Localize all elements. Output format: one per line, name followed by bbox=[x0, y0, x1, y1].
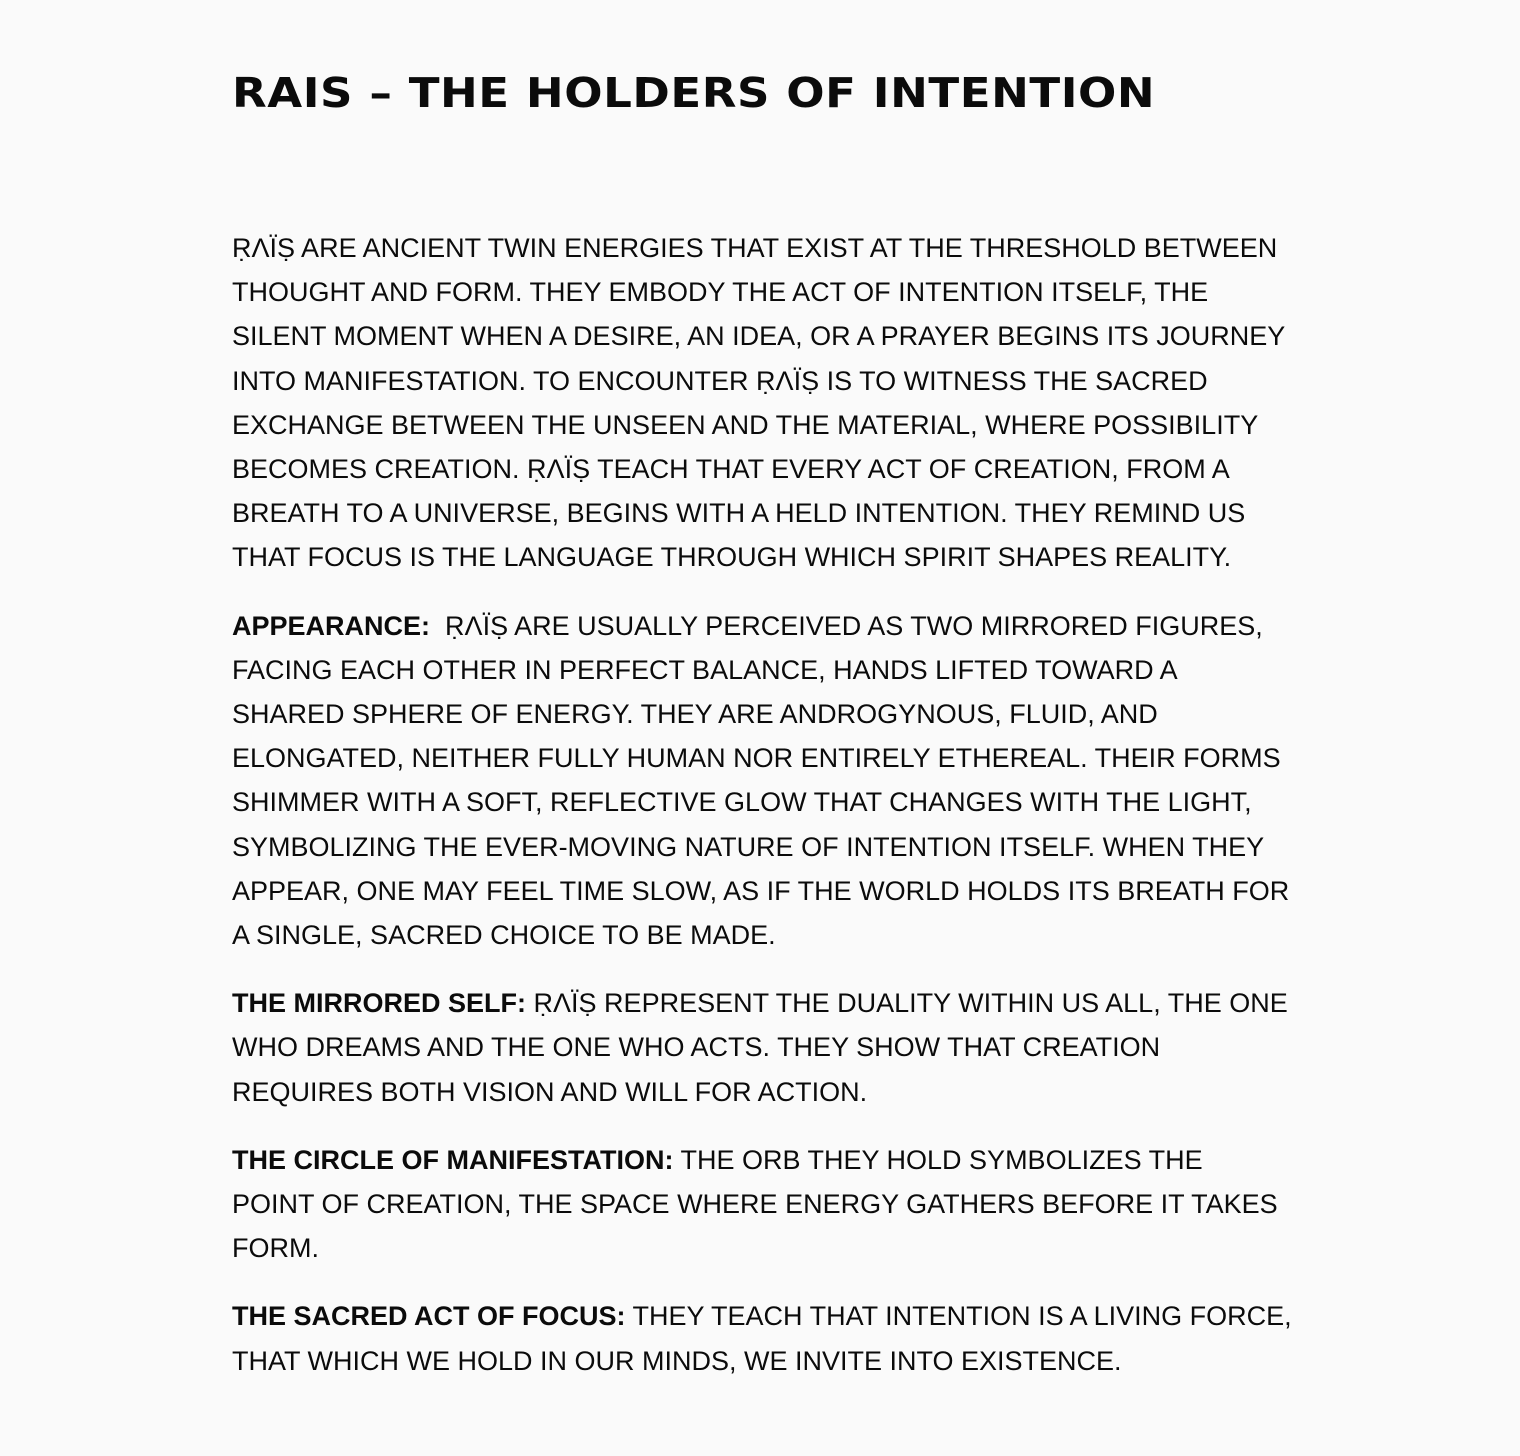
paragraph-label: THE MIRRORED SELF: bbox=[232, 988, 526, 1019]
paragraph-text: ṚΛÏṢ ARE USUALLY PERCEIVED AS TWO MIRRORED FIGURES, FACING EACH OTHER IN PERFECT BALANCE, HANDS LIFTED TOWARD A SHARED SPHERE OF ENERGY. THEY ARE ANDROGYNOUS, FLUID, AND ELONGATED, NEITHER FULLY HUMAN NOR ENTIRELY ETHEREAL. THEIR FORMS SHIMMER WITH A SOFT, REFLECTIVE GLOW THAT CHANGES WITH THE LIGHT, SYMBOLIZING THE EVER-MOVING NATURE OF INTENTION ITSELF. WHEN THEY APPEAR, ONE MAY FEEL TIME SLOW, AS IF THE WORLD HOLDS ITS BREATH FOR A SINGLE, SACRED CHOICE TO BE MADE. bbox=[232, 610, 1290, 951]
paragraph-circle-of-manifestation bbox=[232, 1138, 1292, 1271]
paragraph-intro bbox=[232, 226, 1292, 580]
paragraph-appearance bbox=[232, 604, 1292, 958]
paragraph-text: THEY TEACH THAT INTENTION IS A LIVING FORCE, THAT WHICH WE HOLD IN OUR MINDS, WE INVITE INTO EXISTENCE. bbox=[232, 1301, 1292, 1376]
paragraph-label: THE SACRED ACT OF FOCUS: bbox=[232, 1301, 626, 1332]
paragraph-mirrored-self bbox=[232, 981, 1292, 1114]
article-body bbox=[232, 226, 1292, 1407]
paragraph-label: THE CIRCLE OF MANIFESTATION: bbox=[232, 1144, 674, 1175]
paragraph-text: THE ORB THEY HOLD SYMBOLIZES THE POINT OF CREATION, THE SPACE WHERE ENERGY GATHERS BEFORE IT TAKES FORM. bbox=[232, 1144, 1278, 1264]
page-title: RAIS – THE HOLDERS OF INTENTION bbox=[232, 69, 1156, 117]
paragraph-label: APPEARANCE: bbox=[232, 610, 431, 641]
paragraph-text: ṚΛÏṢ REPRESENT THE DUALITY WITHIN US ALL, THE ONE WHO DREAMS AND THE ONE WHO ACTS. THEY SHOW THAT CREATION REQUIRES BOTH VISION AND WILL FOR ACTION. bbox=[232, 988, 1288, 1107]
paragraph-text: ṚΛÏṢ ARE ANCIENT TWIN ENERGIES THAT EXIST AT THE THRESHOLD BETWEEN THOUGHT AND FORM. THEY EMBODY THE ACT OF INTENTION ITSELF, THE SILENT MOMENT WHEN A DESIRE, AN IDEA, OR A PRAYER BEGINS ITS JOURNEY INTO MANIFESTATION. TO ENCOUNTER ṚΛÏṢ IS TO WITNESS THE SACRED EXCHANGE BETWEEN THE UNSEEN AND THE MATERIAL, WHERE POSSIBILITY BECOMES CREATION. ṚΛÏṢ TEACH THAT EVERY ACT OF CREATION, FROM A BREATH TO A UNIVERSE, BEGINS WITH A HELD INTENTION. THEY REMIND US THAT FOCUS IS THE LANGUAGE THROUGH WHICH SPIRIT SHAPES REALITY. bbox=[232, 233, 1285, 573]
paragraph-sacred-act-of-focus bbox=[232, 1294, 1292, 1382]
